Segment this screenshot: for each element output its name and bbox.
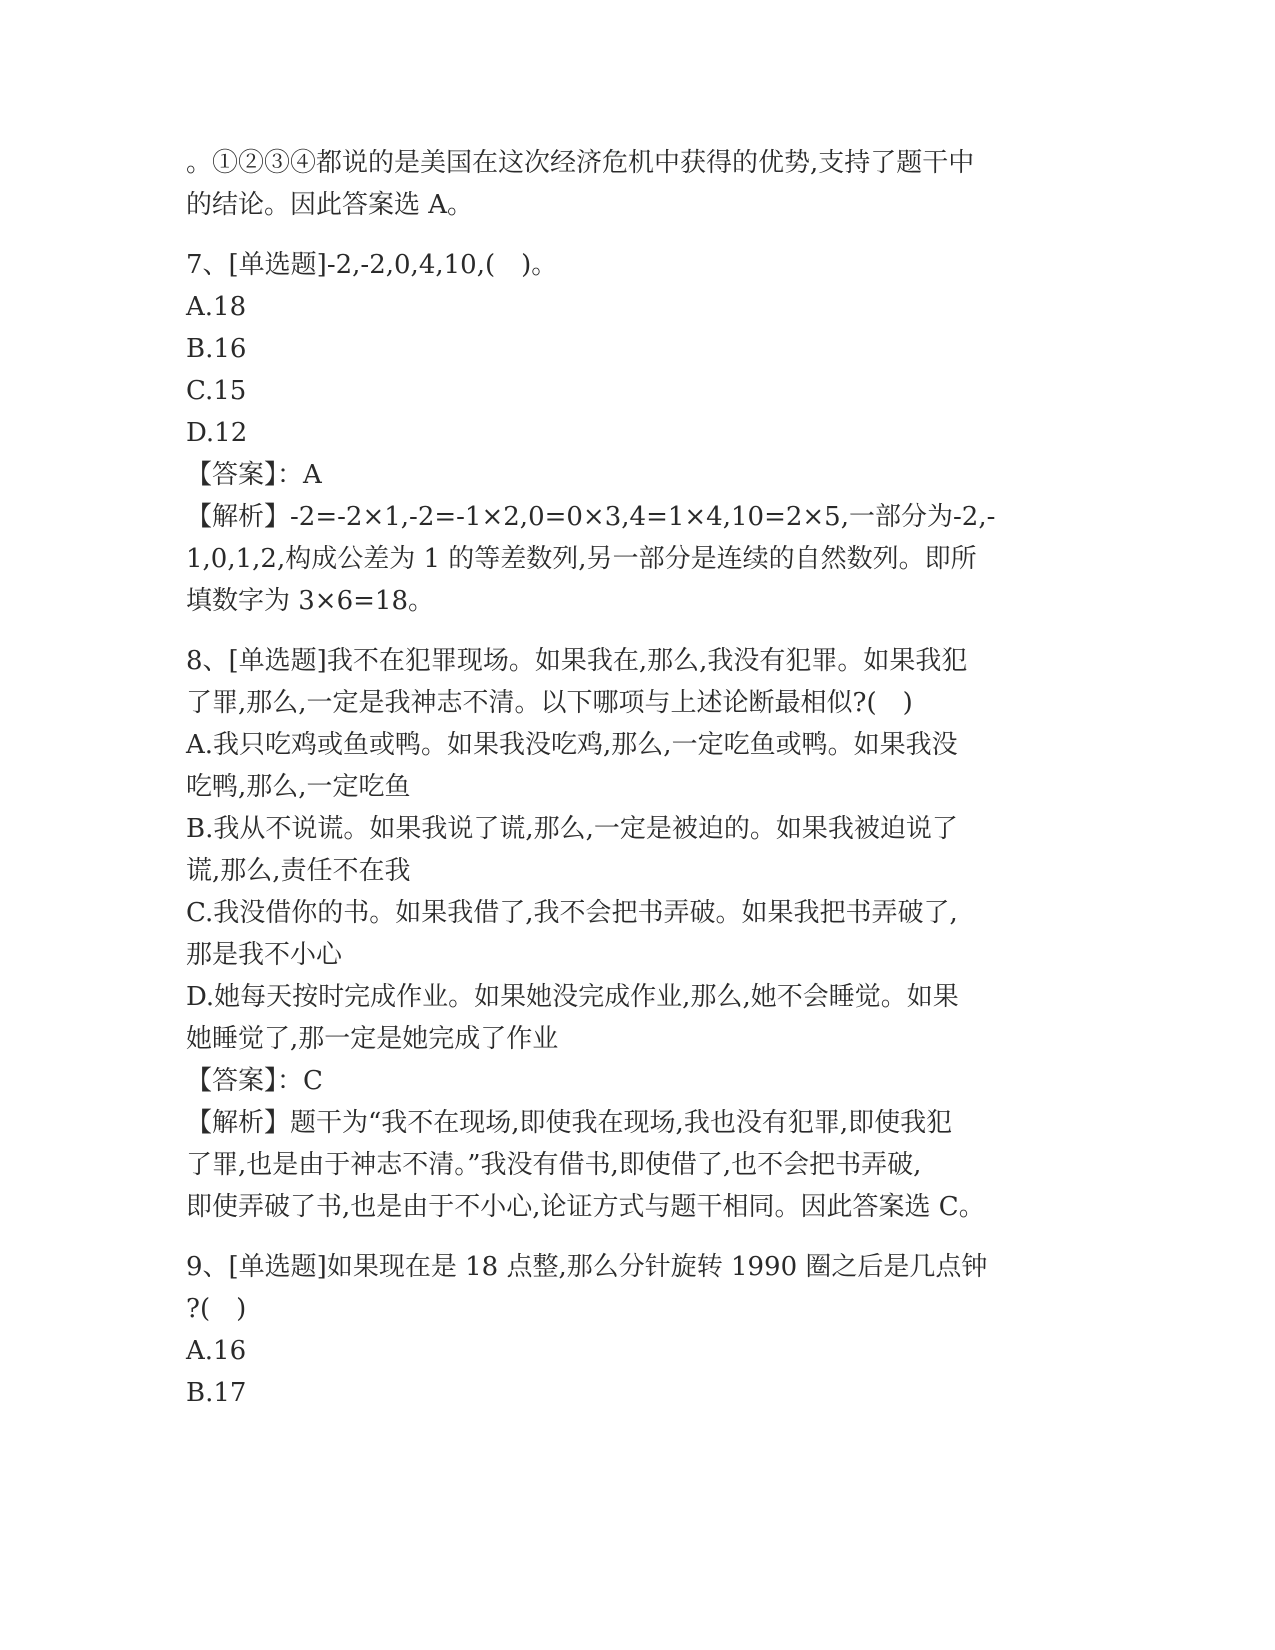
question-9: [186, 1246, 1086, 1414]
question-8: [186, 640, 1086, 1228]
question-8-stem-line: 了罪,那么,一定是我神志不清。以下哪项与上述论断最相似?( ): [186, 688, 913, 718]
question-7-option-a: A.18: [186, 292, 247, 322]
question-7-answer: 【答案】：A: [186, 460, 322, 490]
question-8-answer: 【答案】：C: [186, 1066, 323, 1096]
question-8-option-d-line: 她睡觉了,那一定是她完成了作业: [186, 1024, 559, 1054]
question-7-analysis-line: 填数字为 3×6=18。: [186, 586, 435, 616]
question-7-option-c: C.15: [186, 376, 247, 406]
question-7-analysis-line: 【解析】-2=-2×1,-2=-1×2,0=0×3,4=1×4,10=2×5,一部分为-2,-: [186, 502, 996, 532]
question-8-option-c-line: 那是我不小心: [186, 940, 343, 970]
question-7: [186, 244, 1086, 622]
intro-paragraph: [186, 142, 1086, 226]
question-7-analysis-line: 1,0,1,2,构成公差为 1 的等差数列,另一部分是连续的自然数列。即所: [186, 544, 977, 574]
question-9-stem-line: 9、[单选题]如果现在是 18 点整,那么分针旋转 1990 圈之后是几点钟: [186, 1252, 988, 1282]
question-9-option-a: A.16: [186, 1336, 247, 1366]
question-8-option-d-line: D.她每天按时完成作业。如果她没完成作业,那么,她不会睡觉。如果: [186, 982, 959, 1012]
question-8-option-a-line: A.我只吃鸡或鱼或鸭。如果我没吃鸡,那么,一定吃鱼或鸭。如果我没: [186, 730, 958, 760]
question-9-stem-line: ?( ): [186, 1294, 247, 1324]
question-8-option-b-line: B.我从不说谎。如果我说了谎,那么,一定是被迫的。如果我被迫说了: [186, 814, 958, 844]
question-9-option-b: B.17: [186, 1378, 247, 1408]
question-8-option-c-line: C.我没借你的书。如果我借了,我不会把书弄破。如果我把书弄破了,: [186, 898, 958, 928]
question-8-analysis-line: 【解析】题干为“我不在现场,即使我在现场,我也没有犯罪,即使我犯: [186, 1108, 953, 1138]
question-8-option-a-line: 吃鸭,那么,一定吃鱼: [186, 772, 411, 802]
question-7-option-b: B.16: [186, 334, 247, 364]
question-7-option-d: D.12: [186, 418, 248, 448]
question-8-analysis-line: 即使弄破了书,也是由于不小心,论证方式与题干相同。因此答案选 C。: [186, 1192, 985, 1222]
question-8-stem-line: 8、[单选题]我不在犯罪现场。如果我在,那么,我没有犯罪。如果我犯: [186, 646, 968, 676]
intro-line: 。①②③④都说的是美国在这次经济危机中获得的优势,支持了题干中: [186, 148, 975, 178]
document-content: [186, 142, 1086, 1414]
question-7-stem: 7、[单选题]-2,-2,0,4,10,( )。: [186, 250, 558, 280]
intro-line: 的结论。因此答案选 A。: [186, 190, 474, 220]
question-8-analysis-line: 了罪,也是由于神志不清。”我没有借书,即使借了,也不会把书弄破,: [186, 1150, 922, 1180]
question-8-option-b-line: 谎,那么,责任不在我: [186, 856, 411, 886]
